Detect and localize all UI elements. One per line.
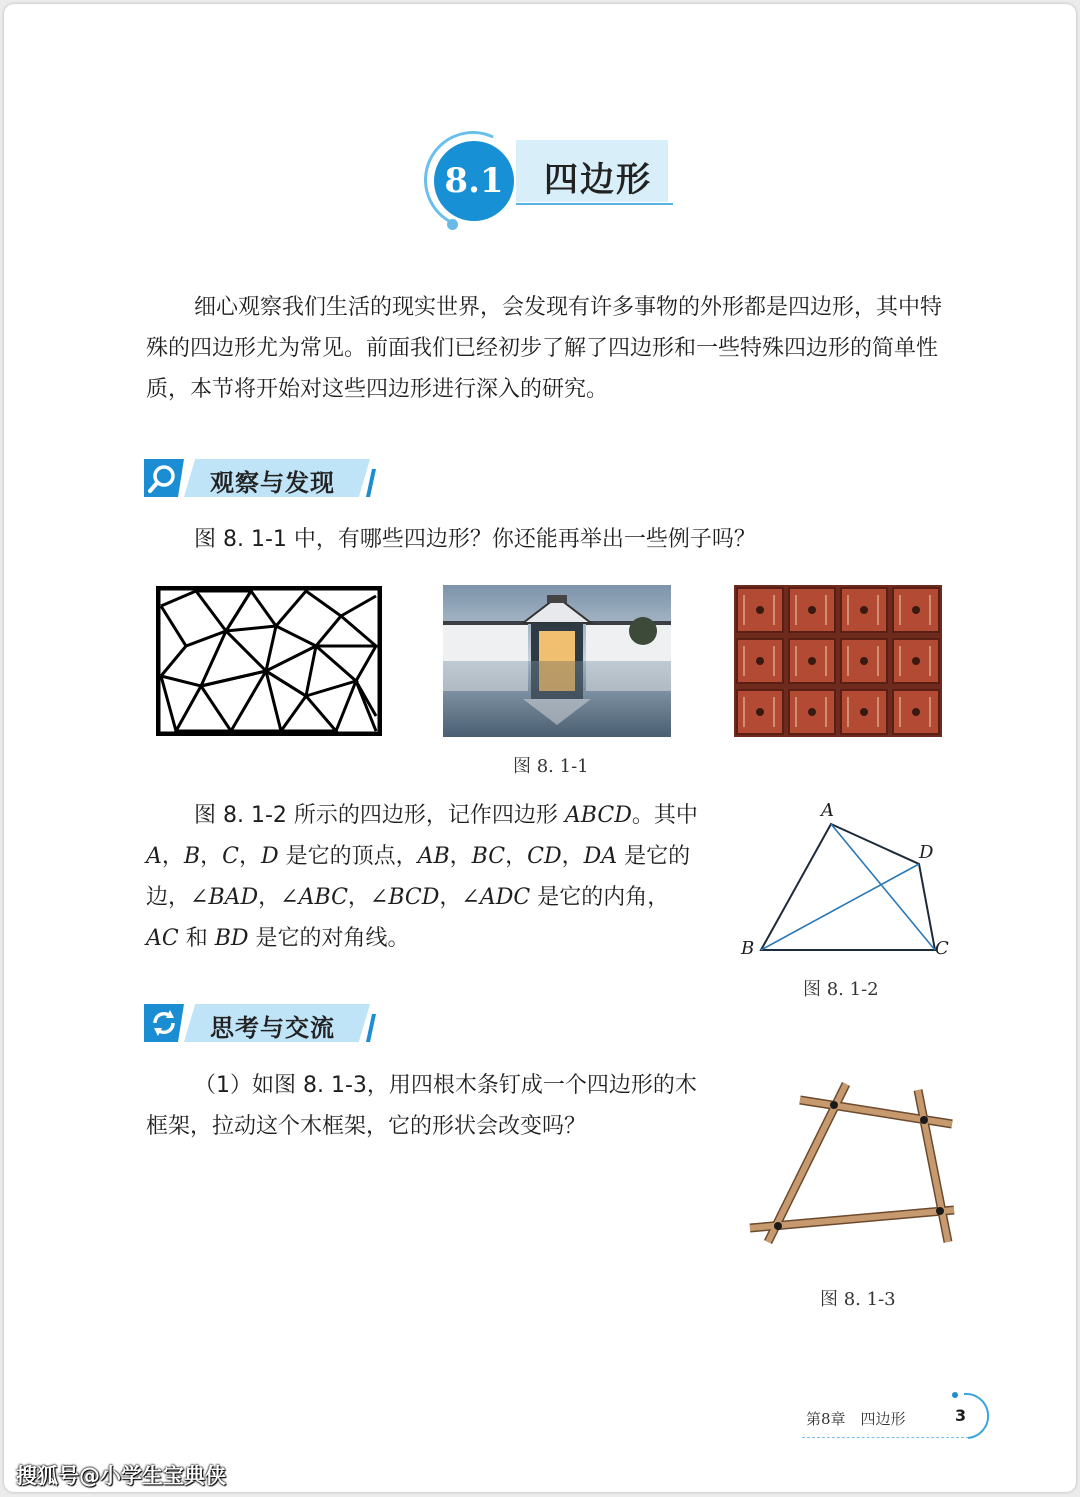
section-number: 8.1 — [434, 141, 514, 221]
section-dot — [447, 219, 458, 230]
refresh-cycle-icon — [144, 1004, 184, 1042]
quadrilateral-figure — [735, 798, 955, 968]
observe-heading — [144, 459, 376, 497]
figure-3-caption: 图 8. 1-3 — [820, 1289, 896, 1310]
chapter-footer: 第8章 四边形 — [806, 1410, 906, 1428]
observe-question — [146, 519, 956, 560]
wooden-frame-figure — [740, 1082, 956, 1258]
observe-heading-label: 观察与发现 — [210, 469, 335, 497]
intro-paragraph — [146, 287, 956, 410]
watermark: 搜狐号@小学生宝典侠 — [16, 1464, 226, 1488]
definition-text: 图 8. 1-2 所示的四边形，记作四边形 ABCD。其中 A，B，C，D 是它的顶点，AB，BC，CD，DA 是它的边，∠BAD，∠ABC，∠BCD，∠ADC 是它的内角，AC 和 BD 是它的对角线。 — [146, 803, 698, 951]
section-underline — [516, 203, 673, 205]
think-question-text: （1）如图 8. 1-3，用四根木条钉成一个四边形的木框架，拉动这个木框架，它的形状会改变吗？ — [146, 1073, 697, 1139]
figure-2-caption: 图 8. 1-2 — [803, 979, 879, 1000]
museum-photo — [443, 585, 671, 737]
footer-divider — [802, 1437, 974, 1438]
textbook-page — [4, 4, 1076, 1492]
drawer-cabinet-photo — [734, 585, 942, 737]
think-question — [146, 1065, 698, 1147]
vertex-d-label: D — [919, 842, 934, 863]
page-number-arc — [950, 1390, 990, 1440]
intro-text: 细心观察我们生活的现实世界，会发现有许多事物的外形都是四边形，其中特殊的四边形尤为常见。前面我们已经初步了解了四边形和一些特殊四边形的简单性质，本节将开始对这些四边形进行深入的研究。 — [146, 295, 943, 402]
definition-paragraph — [146, 795, 698, 959]
think-heading-label: 思考与交流 — [210, 1014, 335, 1042]
think-heading — [144, 1004, 376, 1042]
observe-question-text: 图 8. 1-1 中，有哪些四边形？你还能再举出一些例子吗？ — [194, 527, 756, 552]
figure-1-caption: 图 8. 1-1 — [513, 756, 589, 777]
vertex-a-label: A — [821, 800, 834, 821]
page-number: 3 — [955, 1406, 967, 1425]
section-title: 四边形 — [544, 160, 652, 200]
lattice-window-image — [156, 586, 382, 736]
magnifier-icon — [144, 459, 184, 497]
vertex-c-label: C — [935, 938, 949, 959]
vertex-b-label: B — [741, 938, 755, 959]
